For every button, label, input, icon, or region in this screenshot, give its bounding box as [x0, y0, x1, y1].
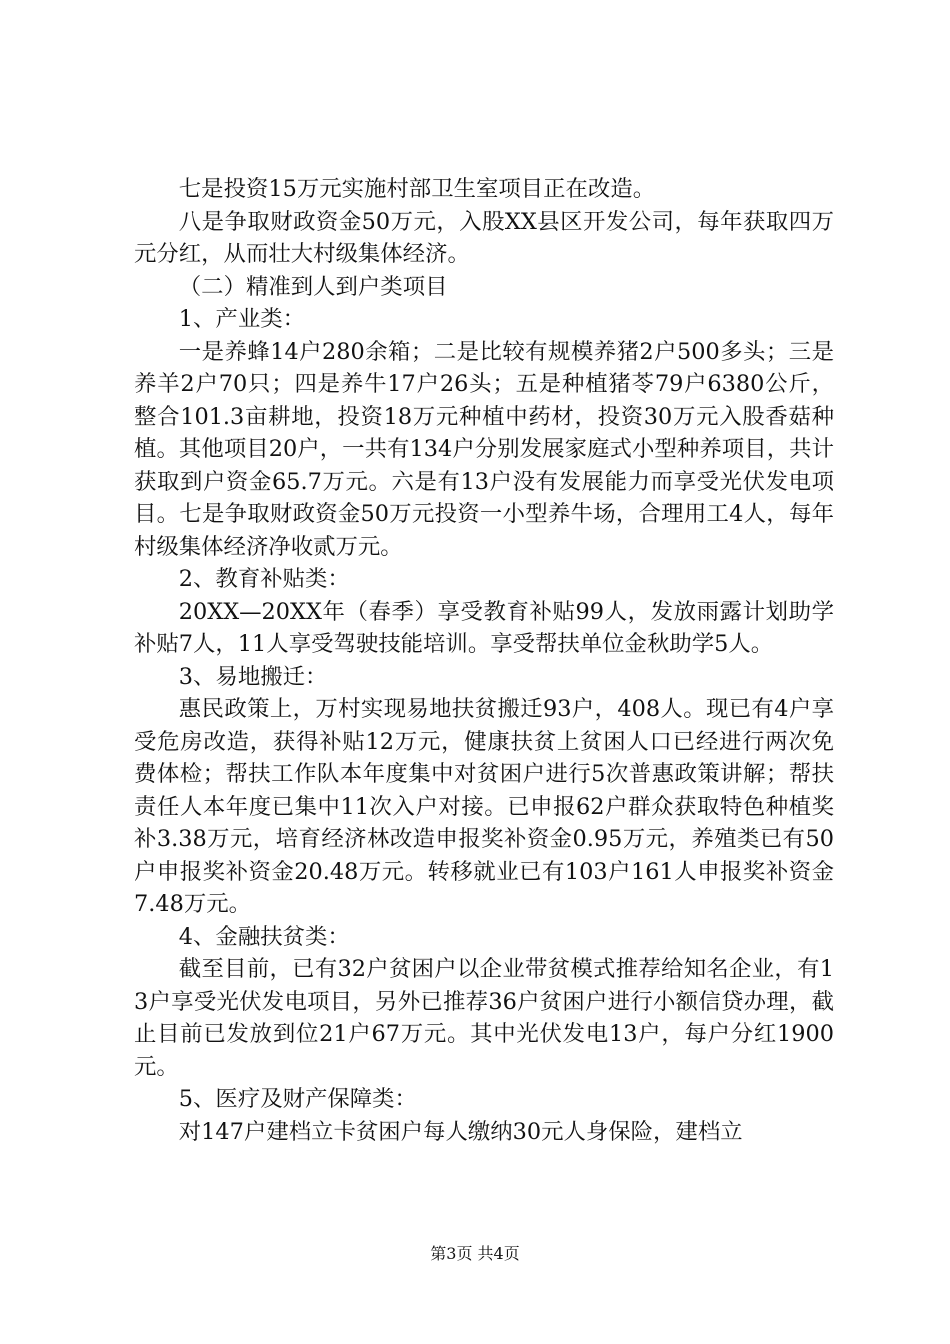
subheading-education: 2、教育补贴类：: [178, 566, 350, 592]
paragraph-industry: 一是养蜂14户280余箱；二是比较有规模养猪2户500多头；三是养羊2户70只；四是养牛17户26头；五是种植猪苓79户6380公斤，整合101.3亩耕地，投资18万元种植中药材，投资30万元入股香菇种植。其他项目20户，一共有134户分别发展家庭式小型种养项目，共计获取到户资金65.7万元。六是有13户没有发展能力而享受光伏发电项目。七是争取财政资金50万元投资一小型养牛场，合理用工4人，每年村级集体经济净收贰万元。: [134, 338, 834, 560]
paragraph-health-station: 七是投资15万元实施村部卫生室项目正在改造。: [178, 176, 656, 202]
paragraph-relocation: 惠民政策上，万村实现易地扶贫搬迁93户，408人。现已有4户享受危房改造，获得补贴12万元，健康扶贫上贫困人口已经进行两次免费体检；帮扶工作队本年度集中对贫困户进行5次普惠政策讲解；帮扶责任人本年度已集中11次入户对接。已申报62户群众获取特色种植奖补3.38万元，培育经济林改造申报奖补资金0.95万元，养殖类已有50户申报奖补资金20.48万元。转移就业已有103户161人申报奖补资金7.48万元。: [134, 696, 834, 917]
section-heading-precise-projects: （二）精准到人到户类项目: [178, 273, 448, 300]
subheading-relocation: 3、易地搬迁：: [178, 663, 328, 690]
subheading-finance: 4、金融扶贫类：: [178, 923, 350, 950]
paragraph-education: 20XX—20XX年（春季）享受教育补贴99人，发放雨露计划助学补贴7人，11人享受驾驶技能培训。享受帮扶单位金秋助学5人。: [134, 598, 834, 657]
page-number-footer: 第3页 共4页: [430, 1244, 520, 1263]
paragraph-collective-economy: 八是争取财政资金50万元，入股XX县区开发公司，每年获取四万元分红，从而壮大村级集体经济。: [134, 208, 834, 267]
subheading-industry: 1、产业类：: [178, 306, 305, 332]
document-body: [134, 173, 834, 1148]
paragraph-medical: 对147户建档立卡贫困户每人缴纳30元人身保险，建档立: [178, 1118, 743, 1145]
subheading-medical: 5、医疗及财产保障类：: [178, 1086, 417, 1112]
paragraph-finance: 截至目前，已有32户贫困户以企业带贫模式推荐给知名企业，有13户享受光伏发电项目，另外已推荐36户贫困户进行小额信贷办理，截止目前已发放到位21户67万元。其中光伏发电13户，每户分红1900元。: [134, 956, 834, 1080]
